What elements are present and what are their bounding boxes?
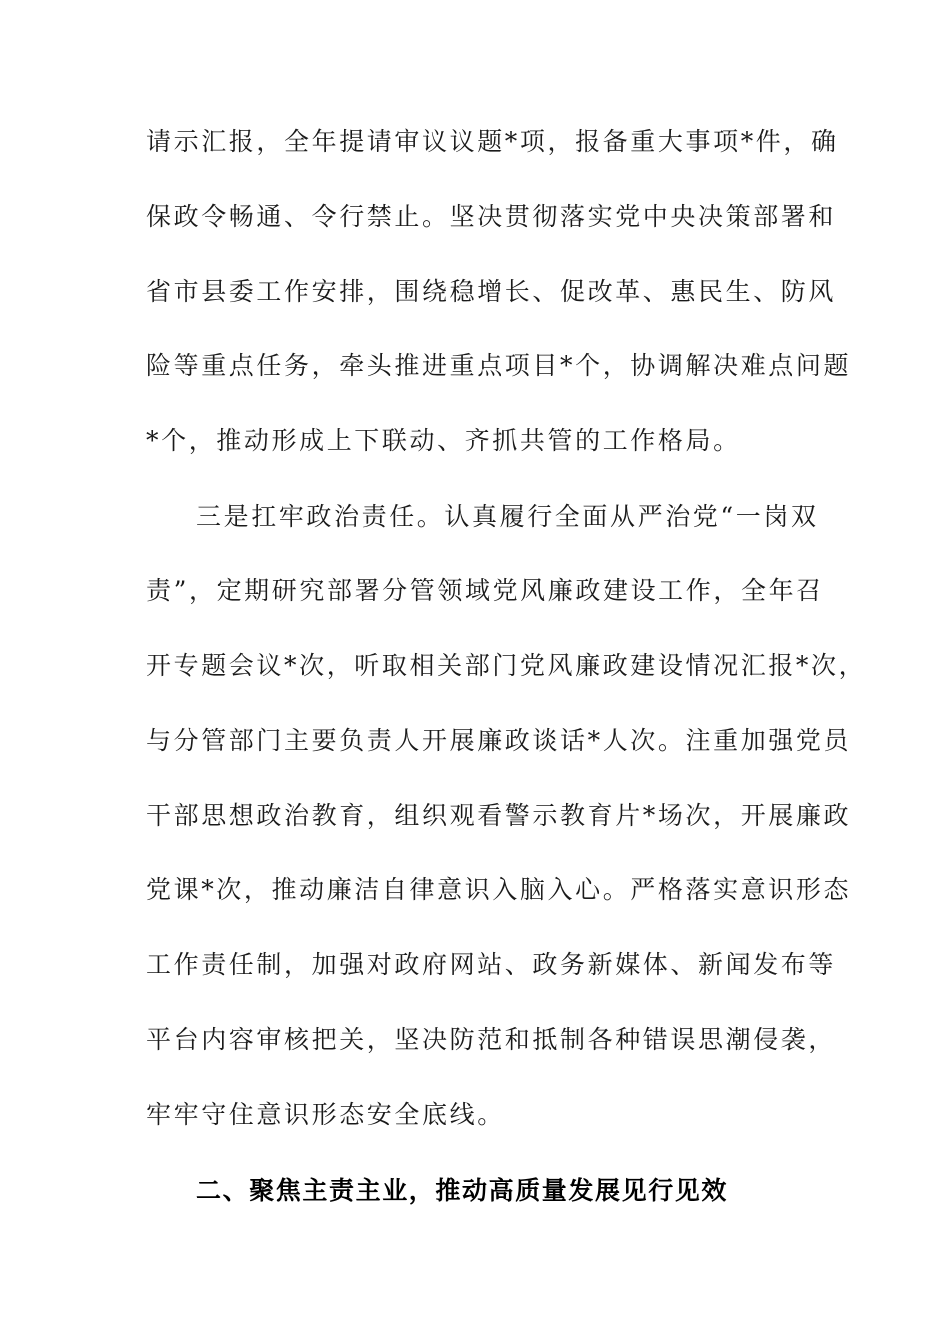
paragraph-line: 省市县委工作安排，围绕稳增长、促改革、惠民生、防风 [146,277,837,306]
paragraph-line: 工作责任制，加强对政府网站、政务新媒体、新闻发布等 [146,950,837,979]
paragraph-line: 保政令畅通、令行禁止。坚决贯彻落实党中央决策部署和 [146,202,837,231]
paragraph-line: 责”，定期研究部署分管领域党风廉政建设工作，全年召 [146,576,824,605]
paragraph-line: 牢牢守住意识形态安全底线。 [146,1100,505,1129]
paragraph-line: 与分管部门主要负责人开展廉政谈话*人次。注重加强党员 [146,726,852,755]
paragraph-line: 平台内容审核把关，坚决防范和抵制各种错误思潮侵袭， [146,1025,837,1054]
paragraph-line: 请示汇报，全年提请审议议题*项，报备重大事项*件，确 [146,127,839,156]
paragraph-line: 干部思想政治教育，组织观看警示教育片*场次，开展廉政 [146,801,852,830]
paragraph-line: *个，推动形成上下联动、齐抓共管的工作格局。 [146,426,741,455]
paragraph-line: 开专题会议*次，听取相关部门党风廉政建设情况汇报*次， [146,651,867,680]
paragraph-first-line: 三是扛牢政治责任。认真履行全面从严治党“一岗双 [196,502,819,531]
paragraph-line: 党课*次，推动廉洁自律意识入脑入心。严格落实意识形态 [146,875,852,904]
paragraph-line: 险等重点任务，牵头推进重点项目*个，协调解决难点问题 [146,351,852,380]
section-heading: 二、聚焦主责主业，推动高质量发展见行见效 [196,1176,729,1205]
